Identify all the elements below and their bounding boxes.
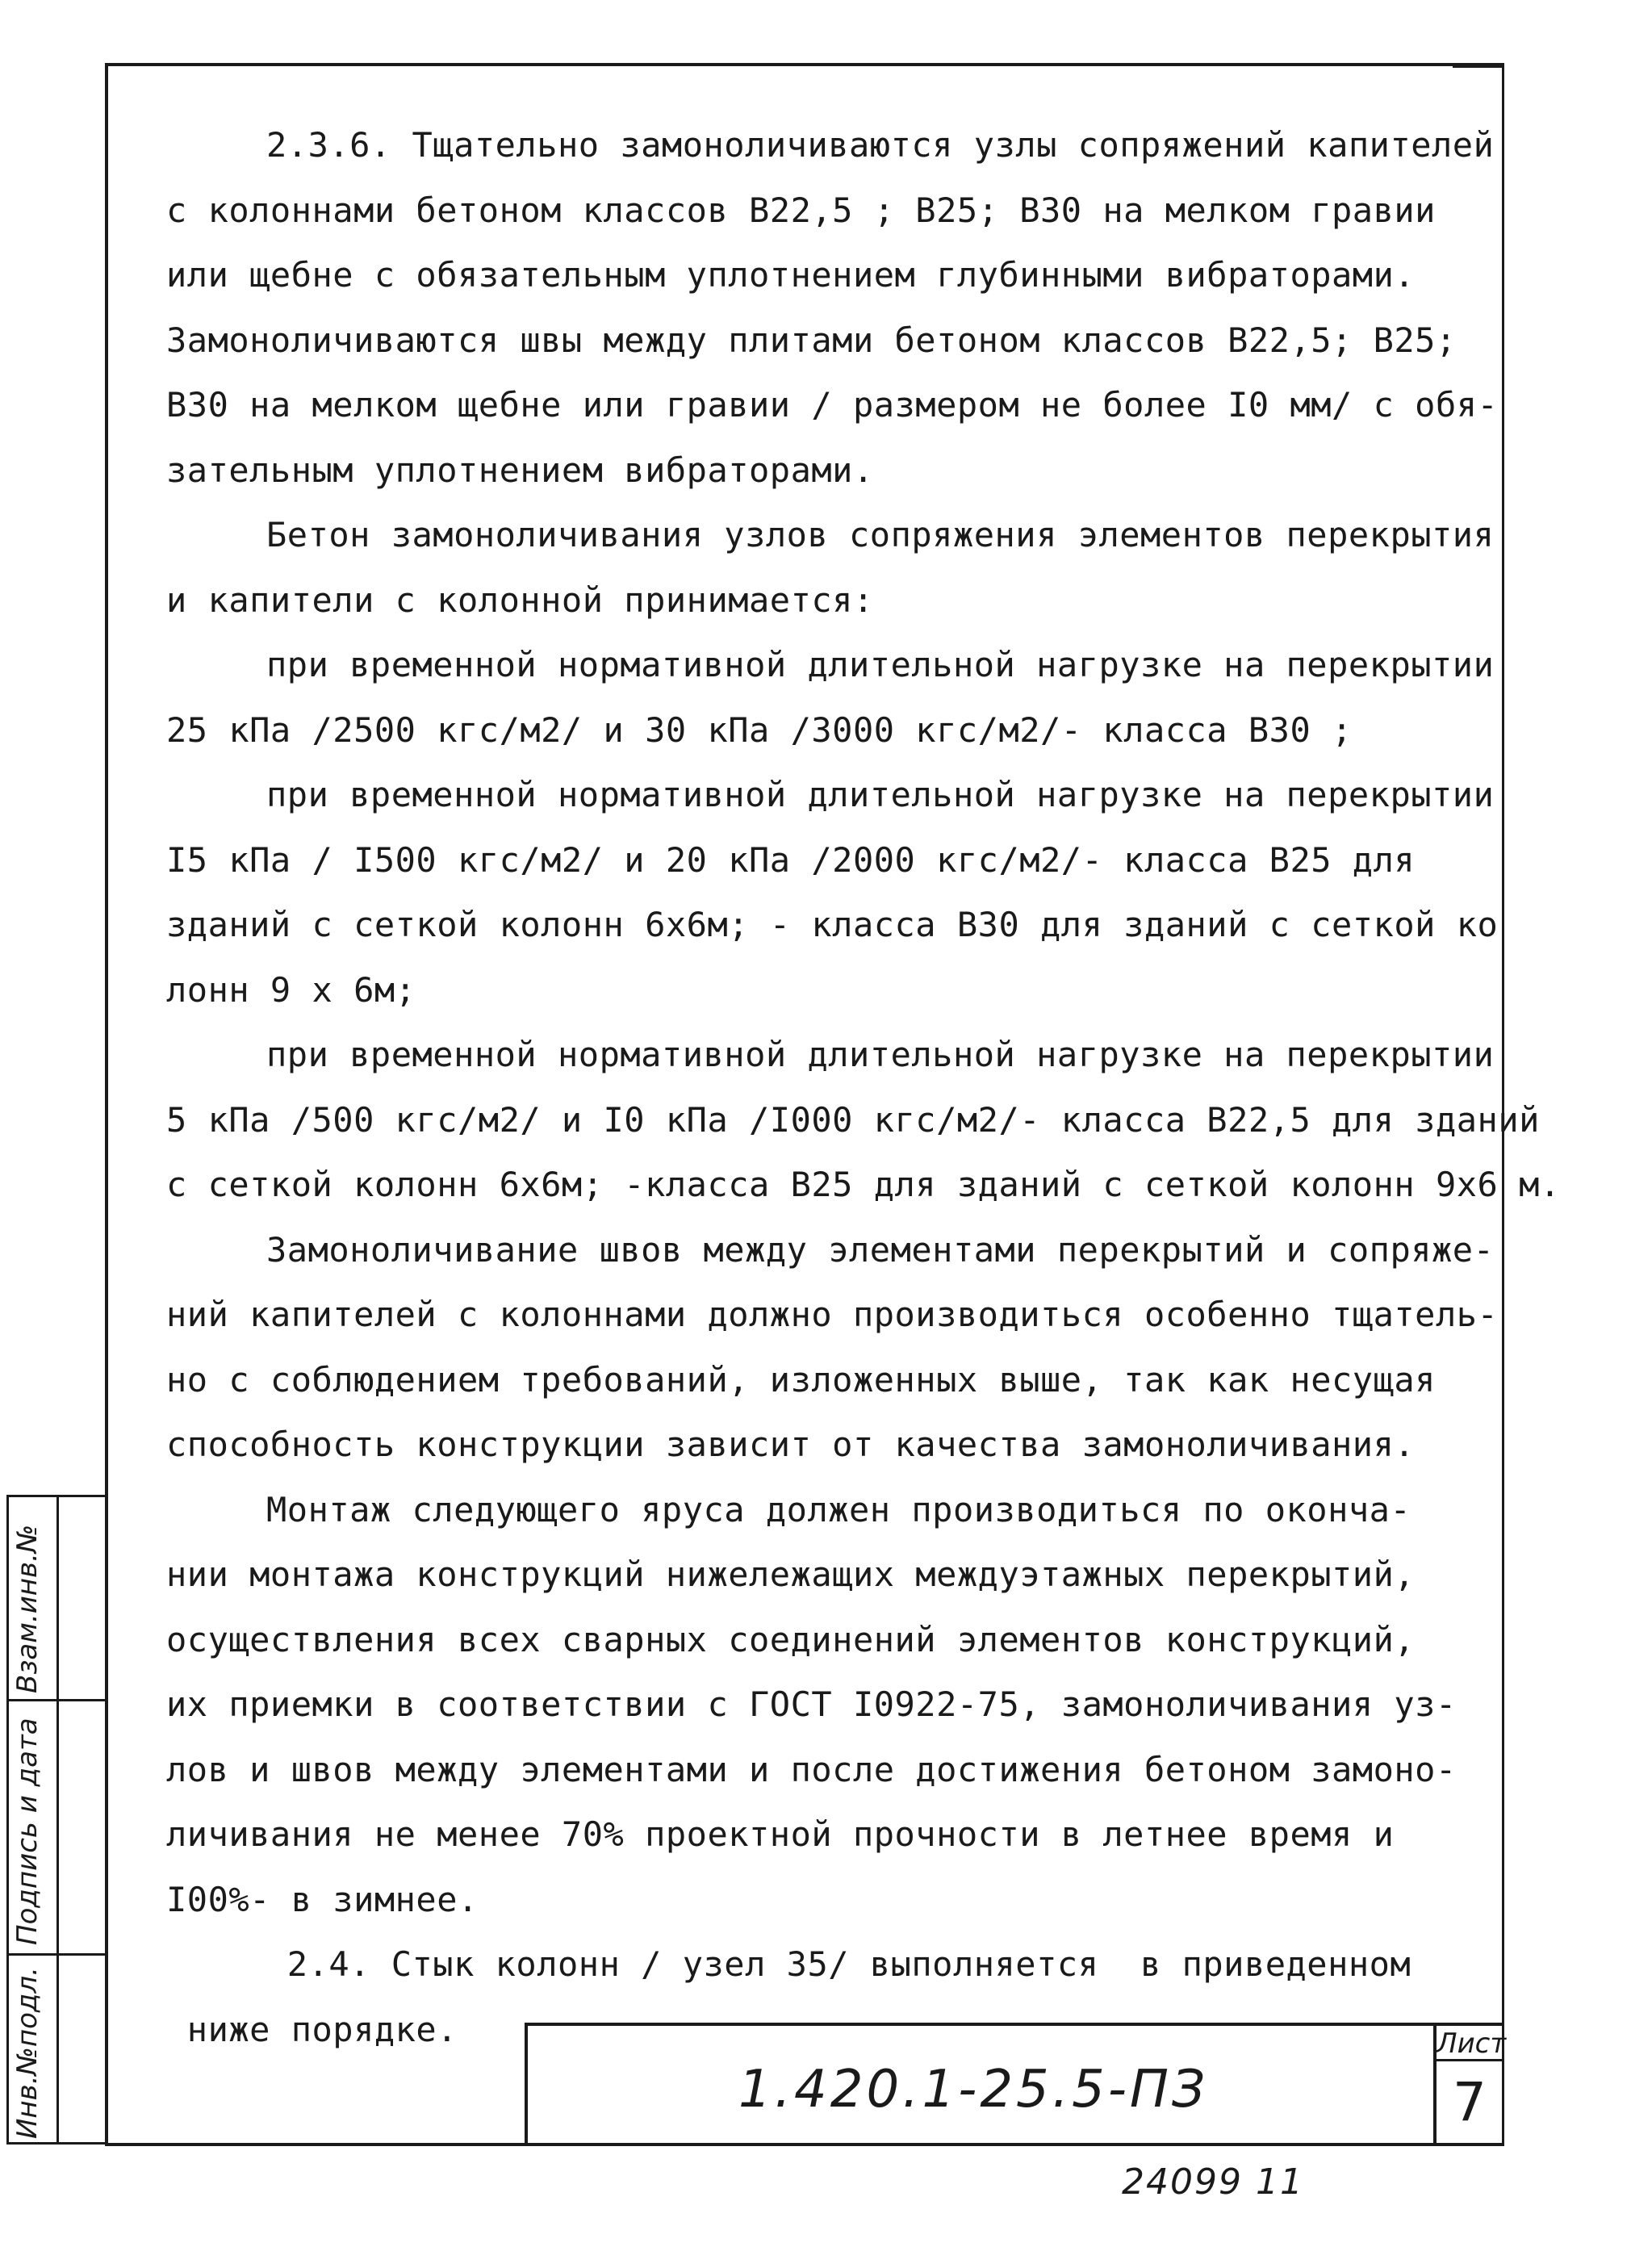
- text-line: I00%- в зимнее.: [166, 1879, 479, 1919]
- text-line: или щебне с обязательным уплотнением глубинными вибраторами.: [166, 255, 1416, 295]
- document-code: 1.420.1-25.5-ПЗ: [738, 2060, 1209, 2119]
- text-line: 2.4. Стык колонн / узел 35/ выполняется в приведенном: [266, 1944, 1411, 1984]
- text-line: I5 кПа / I500 кгс/м2/ и 20 кПа /2000 кгс/м2/- класса В25 для: [166, 839, 1416, 880]
- text-line: Бетон замоноличивания узлов сопряжения элементов перекрытия: [266, 515, 1495, 554]
- vzam-inv-label: Взам.инв.№: [11, 1524, 44, 1693]
- document-body: [166, 113, 1561, 2062]
- text-line: 2.3.6. Тщательно замоноличиваются узлы сопряжений капителей: [266, 125, 1495, 165]
- text-line: нии монтажа конструкций нижележащих междуэтажных перекрытий,: [166, 1555, 1416, 1594]
- text-line: 5 кПа /500 кгс/м2/ и I0 кПа /I000 кгс/м2/- класса В22,5 для зданий: [166, 1099, 1540, 1140]
- text-line: ний капителей с колоннами должно производиться особенно тщатель-: [166, 1295, 1499, 1334]
- side-strip-separator: [6, 1953, 105, 1956]
- text-line: осуществления всех сварных соединений элементов конструкций,: [166, 1619, 1416, 1659]
- side-strip-divider: [56, 1495, 59, 2145]
- text-line: их приемки в соответствии с ГОСТ I0922-75, замоноличивания уз-: [166, 1684, 1457, 1724]
- archive-number: 24099 11: [1122, 2161, 1304, 2203]
- inv-podl-label: Инв.№подл.: [11, 1967, 44, 2139]
- sheet-number: 7: [1453, 2071, 1487, 2133]
- text-line: с сеткой колонн 6х6м; -класса В25 для зданий с сеткой колонн 9х6 м.: [166, 1165, 1561, 1204]
- side-strip-separator: [6, 1699, 105, 1701]
- text-line: зательным уплотнением вибраторами.: [166, 450, 874, 490]
- text-line: способность конструкции зависит от качества замоноличивания.: [166, 1425, 1416, 1464]
- text-line: но с соблюдением требований, изложенных выше, так как несущая: [166, 1359, 1436, 1400]
- sheet-label: Лист: [1437, 2027, 1507, 2060]
- text-line: Замоноличивание швов между элементами перекрытий и сопряже-: [266, 1229, 1495, 1270]
- text-line: при временной нормативной длительной нагрузке на перекрытии: [266, 775, 1495, 814]
- podpis-data-label: Подпись и дата: [11, 1718, 44, 1945]
- text-line: при временной нормативной длительной нагрузке на перекрытии: [266, 1035, 1495, 1074]
- text-line: личивания не менее 70% проектной прочности в летнее время и: [166, 1814, 1395, 1854]
- text-line: Монтаж следующего яруса должен производиться по оконча-: [266, 1489, 1411, 1529]
- text-line: при временной нормативной длительной нагрузке на перекрытии: [266, 645, 1495, 684]
- text-line: с колоннами бетоном классов В22,5 ; В25; В30 на мелком гравии: [166, 190, 1436, 230]
- text-line: Замоноличиваются швы между плитами бетоном классов В22,5; В25;: [166, 320, 1457, 360]
- text-line: лонн 9 х 6м;: [166, 969, 416, 1010]
- text-line: В30 на мелком щебне или гравии / размером не более I0 мм/ с обя-: [166, 385, 1499, 425]
- text-line: и капители с колонной принимается:: [166, 580, 874, 620]
- text-line: лов и швов между элементами и после достижения бетоном замоно-: [166, 1749, 1457, 1789]
- text-line: ниже порядке.: [166, 2009, 458, 2049]
- text-line: зданий с сеткой колонн 6х6м; - класса В30 для зданий с сеткой ко: [166, 905, 1499, 944]
- frame-corner-mark: [1453, 63, 1503, 68]
- text-line: 25 кПа /2500 кгс/м2/ и 30 кПа /3000 кгс/м2/- класса В30 ;: [166, 709, 1353, 750]
